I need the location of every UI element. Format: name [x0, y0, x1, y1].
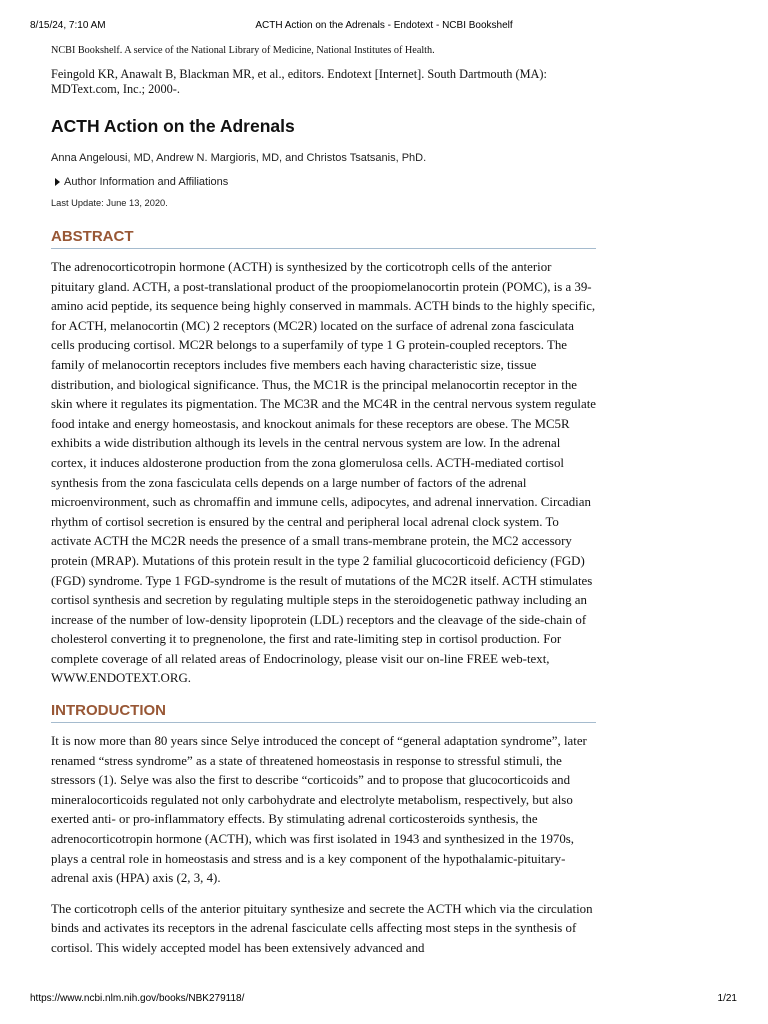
- print-url: https://www.ncbi.nlm.nih.gov/books/NBK279118/: [30, 993, 245, 1004]
- print-page-number: 1/21: [717, 993, 737, 1004]
- article-content: [51, 44, 596, 959]
- print-footer: [0, 993, 768, 1013]
- book-citation: Feingold KR, Anawalt B, Blackman MR, et al., editors. Endotext [Internet]. South Dartmouth (MA): MDText.com, Inc.; 2000-.: [51, 67, 547, 96]
- introduction-paragraph: It is now more than 80 years since Selye introduced the concept of “general adaptation syndrome”, later renamed “stress syndrome” as a state of threatened homeostasis in response to stressful stimuli, the stressors (1). Selye was also the first to describe “corticoids” and to propose that glucocorticoids and mineralocorticoids regulated not only carbohydrate and electrolyte metabolism, respectively, but also exerted anti- or pro-inflammatory effects. By stimulating adrenal corticosteroids synthesis, the adrenocorticotropin hormone (ACTH), which was first isolated in 1943 and synthesized in the 1970s, plays a central role in homeostasis and stress and is a key component of the hypothalamic-pituitary-adrenal axis (HPA) axis (2, 3, 4).: [51, 734, 587, 886]
- abstract-heading: ABSTRACT: [51, 227, 596, 249]
- introduction-section: [51, 701, 596, 959]
- print-date: 8/15/24, 7:10 AM: [30, 20, 106, 31]
- author-affiliations-label: Author Information and Affiliations: [64, 176, 229, 188]
- print-header: [0, 0, 768, 40]
- print-page-title: ACTH Action on the Adrenals - Endotext - NCBI Bookshelf: [255, 20, 513, 31]
- abstract-paragraph: The adrenocorticotropin hormone (ACTH) is synthesized by the corticotroph cells of the anterior pituitary gland. ACTH, a post-translational product of the proopiomelanocortin protein (POMC), is a 39-amino acid peptide, its sequence being highly conserved in mammals. ACTH binds to the highly specific, for ACTH, melanocortin (MC) 2 receptors (MC2R) located on the surface of adrenal zona fasciculata cells producing cortisol. MC2R belongs to a superfamily of type 1 G protein-coupled receptors. The family of melanocortin receptors includes five members each having characteristic size, tissue distribution, and biological significance. Thus, the MC1R is the principal melanocortin receptor in the skin where it regulates its pigmentation. The MC3R and the MC4R in the central nervous system regulate food intake and energy homeostasis, and knockout animals for these receptors are obese. The MC5R exhibits a wide distribution although its levels in the central nervous system are low. In the adrenal cortex, it induces aldosterone production from the zona glomerulosa cells. ACTH-mediated cortisol synthesis from the zona fasciculata cells depends on a large number of factors of the adrenal microenvironment, such as chromaffin and immune cells, adipocytes, and adrenal innervation. Circadian rhythm of cortisol secretion is ensured by the central and peripheral local adrenal clock system. To activate ACTH the MC2R needs the presence of a small trans-membrane protein, the MC2 accessory protein (MRAP). Mutations of this protein result in the type 2 familial glucocorticoid deficiency (FGD) (FGD) syndrome. Type 1 FGD-syndrome is the result of mutations of the MC2R itself. ACTH stimulates cortisol synthesis and secretion by regulating multiple steps in the steroidogenetic pathway including an increase of the number of low-density lipoprotein (LDL) receptors and the cleavage of the side-chain of cholesterol converting it to pregnenolone, the first and rate-limiting step in cortisol production. For complete coverage of all related areas of Endocrinology, please visit our on-line FREE web-text, WWW.ENDOTEXT.ORG.: [51, 260, 597, 686]
- author-affiliations-toggle[interactable]: [55, 175, 596, 189]
- triangle-right-icon: [55, 178, 60, 186]
- article-title: ACTH Action on the Adrenals: [51, 116, 295, 136]
- introduction-heading: INTRODUCTION: [51, 701, 596, 723]
- introduction-paragraph: The corticotroph cells of the anterior pituitary synthesize and secrete the ACTH which via the circulation binds and activates its receptors in the adrenal fasciculate cells affecting most steps in the synthesis of cortisol. This widely accepted model has been extensively advanced and: [51, 901, 593, 955]
- last-update: Last Update: June 13, 2020.: [51, 198, 168, 208]
- bookshelf-note: NCBI Bookshelf. A service of the National Library of Medicine, National Institutes of Health.: [51, 45, 435, 56]
- abstract-section: [51, 227, 596, 689]
- article-authors: Anna Angelousi, MD, Andrew N. Margioris, MD, and Christos Tsatsanis, PhD.: [51, 152, 427, 164]
